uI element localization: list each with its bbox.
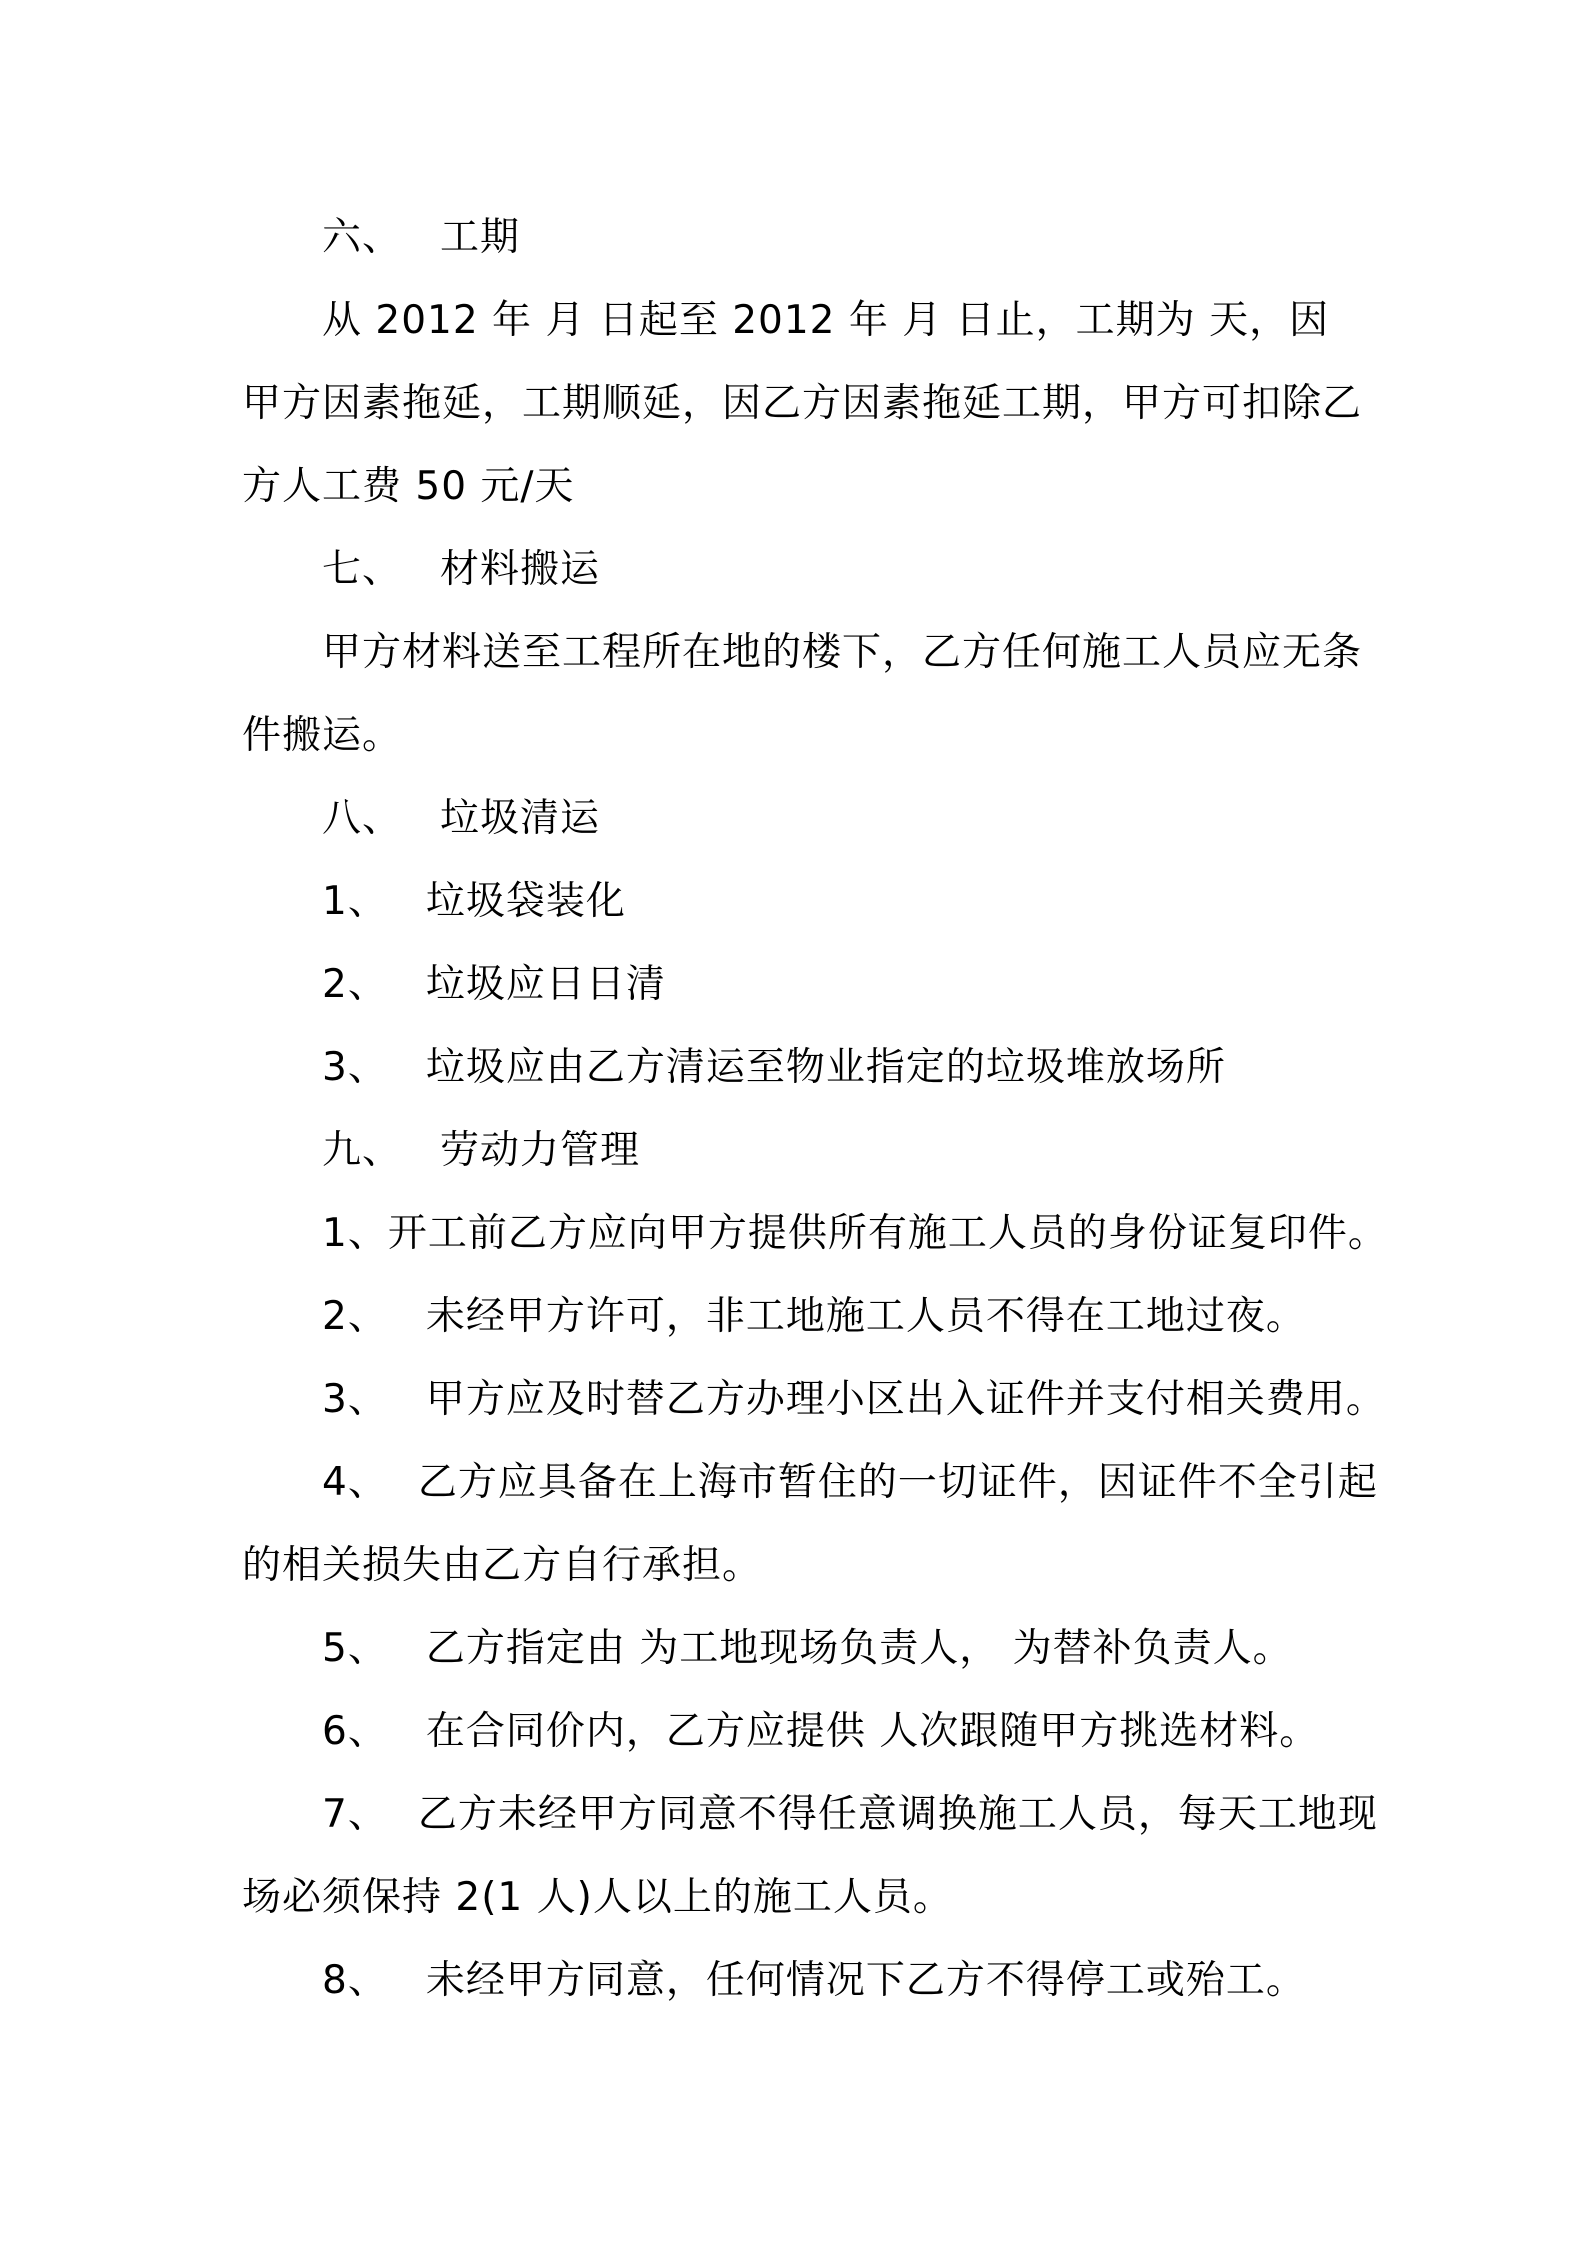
section-title: 垃圾清运 <box>440 796 601 841</box>
item-text: 垃圾应由乙方清运至物业指定的垃圾堆放场所 <box>425 1045 1226 1090</box>
paragraph-line: 甲方因素拖延，工期顺延，因乙方因素拖延工期，甲方可扣除乙 <box>242 381 1363 426</box>
item-text: 在合同价内，乙方应提供 人次跟随甲方挑选材料。 <box>425 1709 1320 1754</box>
list-item <box>242 1275 1362 1358</box>
list-item <box>242 1441 1378 1524</box>
item-number: 5、 <box>322 1626 388 1671</box>
item-text: 开工前乙方应向甲方提供所有施工人员的身份证复印件。 <box>387 1211 1388 1256</box>
list-item-continuation: 场必须保持 2(1 人)人以上的施工人员。 <box>242 1875 953 1920</box>
section-number: 八、 <box>322 796 403 841</box>
document-content <box>242 196 1388 2022</box>
section-title: 劳动力管理 <box>440 1128 641 1173</box>
item-number: 8、 <box>322 1958 388 2003</box>
section-heading <box>242 528 1362 611</box>
paragraph-line: 件搬运。 <box>242 713 403 758</box>
section-title: 材料搬运 <box>440 547 601 592</box>
item-number: 1、 <box>322 1211 388 1256</box>
list-item <box>242 1358 1386 1441</box>
section-number: 九、 <box>322 1128 403 1173</box>
item-number: 3、 <box>322 1045 388 1090</box>
list-item <box>242 943 1362 1026</box>
section-heading <box>242 196 1362 279</box>
item-text: 垃圾袋装化 <box>425 879 626 924</box>
item-number: 3、 <box>322 1377 388 1422</box>
item-number: 6、 <box>322 1709 388 1754</box>
paragraph-line: 方人工费 50 元/天 <box>242 464 575 509</box>
list-item <box>242 860 1362 943</box>
item-text: 未经甲方同意，任何情况下乙方不得停工或殆工。 <box>425 1958 1306 2003</box>
item-number: 4、 <box>322 1460 388 1505</box>
section-heading <box>242 1109 1362 1192</box>
item-text: 乙方未经甲方同意不得任意调换施工人员，每天工地现 <box>417 1792 1378 1837</box>
item-text: 垃圾应日日清 <box>425 962 666 1007</box>
section-title: 工期 <box>440 215 521 260</box>
list-item <box>242 1607 1362 1690</box>
list-item <box>242 1026 1362 1109</box>
item-text: 乙方应具备在上海市暂住的一切证件，因证件不全引起 <box>417 1460 1378 1505</box>
item-number: 2、 <box>322 962 388 1007</box>
item-text: 甲方应及时替乙方办理小区出入证件并支付相关费用。 <box>425 1377 1386 1422</box>
item-text: 未经甲方许可，非工地施工人员不得在工地过夜。 <box>425 1294 1306 1339</box>
list-item <box>242 1192 1388 1275</box>
section-number: 六、 <box>322 215 403 260</box>
item-number: 1、 <box>322 879 388 924</box>
section-heading <box>242 777 1362 860</box>
list-item <box>242 1773 1378 1856</box>
list-item <box>242 1939 1362 2022</box>
list-item-continuation: 的相关损失由乙方自行承担。 <box>242 1543 763 1588</box>
section-number: 七、 <box>322 547 403 592</box>
paragraph-line: 从 2012 年 月 日起至 2012 年 月 日止，工期为 天，因 <box>322 298 1330 343</box>
paragraph-line: 甲方材料送至工程所在地的楼下，乙方任何施工人员应无条 <box>322 630 1363 675</box>
item-number: 7、 <box>322 1792 388 1837</box>
item-number: 2、 <box>322 1294 388 1339</box>
list-item <box>242 1690 1362 1773</box>
item-text: 乙方指定由 为工地现场负责人， 为替补负责人。 <box>425 1626 1293 1671</box>
